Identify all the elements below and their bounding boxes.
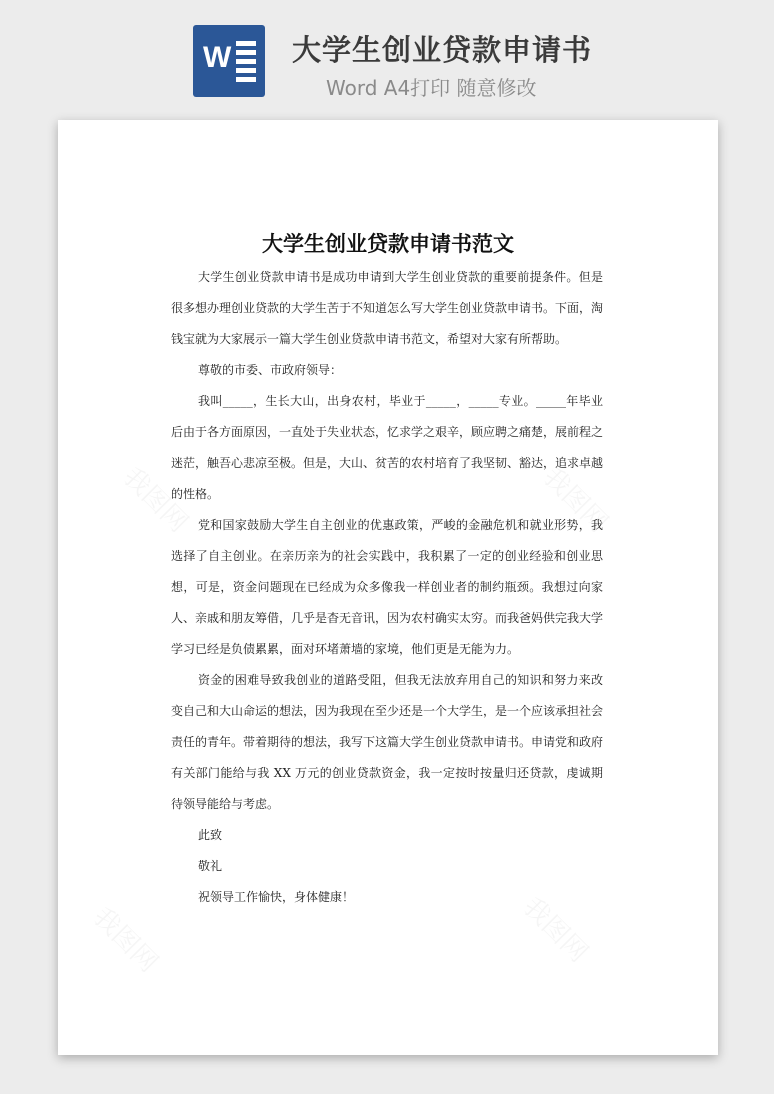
closing: 敬礼: [198, 859, 223, 873]
closing: 此致: [198, 828, 223, 842]
word-icon: [193, 25, 265, 97]
paragraph: 我叫_____，生长大山，出身农村，毕业于_____，_____专业。_____年毕业后由于各方面原因，一直处于失业状态，忆求学之艰辛，顾应聘之痛楚，展前程之迷茫，触吾心悲凉至极。但是，大山、贫苦的农村培育了我坚韧、豁达，追求卓越的性格。: [171, 394, 604, 501]
salutation: 尊敬的市委、市政府领导：: [198, 363, 343, 377]
paragraph: 党和国家鼓励大学生自主创业的优惠政策，严峻的金融危机和就业形势，我选择了自主创业。在亲历亲为的社会实践中，我积累了一定的创业经验和创业思想，可是，资金问题现在已经成为众多像我一样创业者的制约瓶颈。我想过向家人、亲戚和朋友筹借，几乎是杳无音讯，因为农村确实太穷。而我爸妈供完我大学学习已经是负债累累，面对环堵萧墙的家境，他们更是无能为力。: [171, 518, 604, 656]
header: [0, 0, 774, 110]
document-body: [171, 262, 603, 913]
closing: 祝领导工作愉快，身体健康！: [198, 890, 355, 904]
header-subtitle: Word A4打印 随意修改: [326, 76, 537, 100]
paragraph: 大学生创业贷款申请书是成功申请到大学生创业贷款的重要前提条件。但是很多想办理创业贷款的大学生苦于不知道怎么写大学生创业贷款申请书。下面，淘钱宝就为大家展示一篇大学生创业贷款申请书范文，希望对大家有所帮助。: [171, 270, 604, 346]
header-title: 大学生创业贷款申请书: [292, 33, 593, 67]
word-logo-letter: W: [203, 41, 232, 74]
word-logo-lines: [236, 41, 256, 86]
document-page: [58, 120, 718, 1055]
document-title: 大学生创业贷款申请书范文: [262, 231, 514, 256]
paragraph: 资金的困难导致我创业的道路受阻，但我无法放弃用自己的知识和努力来改变自己和大山命运的想法，因为我现在至少还是一个大学生，是一个应该承担社会责任的青年。带着期待的想法，我写下这篇大学生创业贷款申请书。申请党和政府有关部门能给与我 XX 万元的创业贷款资金，我一定按时按量归还贷款，虔诚期待领导能给与考虑。: [171, 673, 604, 811]
watermark: [86, 898, 167, 979]
